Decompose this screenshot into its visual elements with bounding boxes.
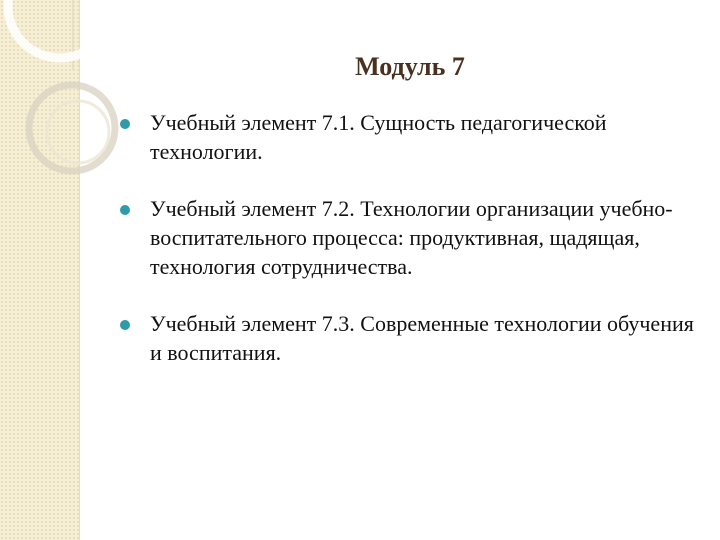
bullet-text-2: Учебный элемент 7.2. Технологии организации учебно-воспитательного процесса: продуктивная, щадящая, технология сотрудничества. <box>150 196 673 279</box>
bullet-item-2 <box>120 194 700 281</box>
bullet-item-1 <box>120 108 700 166</box>
bullet-dot-icon <box>120 320 130 330</box>
bullet-dot-icon <box>120 119 130 129</box>
bullet-dot-icon <box>120 205 130 215</box>
bullet-list <box>120 108 700 395</box>
slide-title: Модуль 7 <box>355 52 465 81</box>
bullet-text-1: Учебный элемент 7.1. Сущность педагогической технологии. <box>150 110 607 164</box>
bullet-text-3: Учебный элемент 7.3. Современные технологии обучения и воспитания. <box>150 311 694 365</box>
bullet-item-3 <box>120 309 700 367</box>
